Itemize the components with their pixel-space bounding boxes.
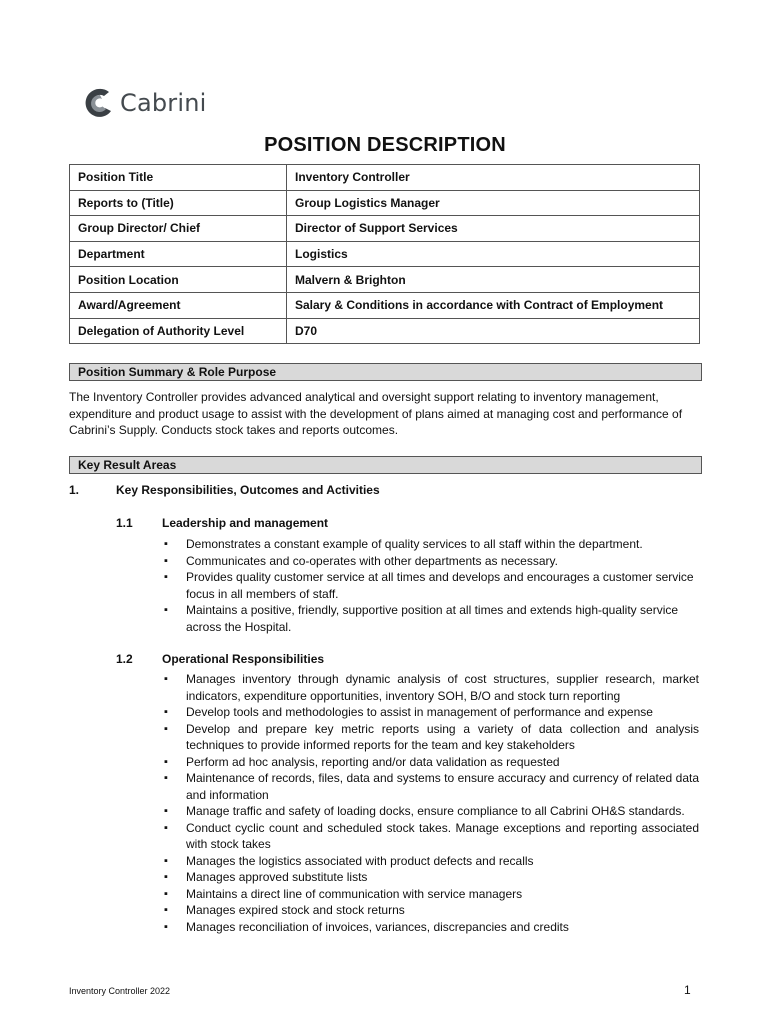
info-value: Salary & Conditions in accordance with Contract of Employment [287, 292, 700, 318]
bullet-item: ▪ Conduct cyclic count and scheduled stock takes. Manage exceptions and reporting associated with stock takes [162, 820, 699, 853]
bullet-item: ▪ Manages reconciliation of invoices, variances, discrepancies and credits [162, 919, 699, 936]
kra-heading: Key Result Areas [69, 456, 702, 474]
info-value: Inventory Controller [287, 165, 700, 191]
info-row [70, 165, 700, 191]
section-title: Operational Responsibilities [162, 652, 325, 666]
info-value: Group Logistics Manager [287, 190, 700, 216]
leadership-bullet-list [162, 536, 697, 635]
section-number: 1.1 [116, 516, 133, 530]
kra-number: 1. [69, 483, 80, 497]
info-value: Malvern & Brighton [287, 267, 700, 293]
info-label: Department [70, 241, 287, 267]
info-label: Position Title [70, 165, 287, 191]
bullet-item: ▪ Maintenance of records, files, data and systems to ensure accuracy and currency of related data and information [162, 770, 699, 803]
info-row [70, 241, 700, 267]
bullet-item: ▪ Manages inventory through dynamic analysis of cost structures, supplier research, market indicators, expenditure opportunities, inventory SOH, B/O and stock turn reporting [162, 671, 699, 704]
cabrini-logo-mark-icon [78, 86, 118, 120]
logo-text: Cabrini [120, 89, 207, 117]
bullet-item: ▪ Develop and prepare key metric reports using a variety of data collection and analysis techniques to provide informed reports for the team and key stakeholders [162, 721, 699, 754]
section-number: 1.2 [116, 652, 133, 666]
info-value: D70 [287, 318, 700, 344]
bullet-item: ▪ Develop tools and methodologies to assist in management of performance and expense [162, 704, 699, 721]
kra-title: Key Responsibilities, Outcomes and Activities [116, 483, 380, 497]
info-row [70, 216, 700, 242]
operational-bullet-list [162, 671, 699, 935]
info-label: Delegation of Authority Level [70, 318, 287, 344]
summary-text: The Inventory Controller provides advanced analytical and oversight support relating to inventory management, expenditure and product usage to assist with the development of plans aimed at managing cost and performance of Cabrini’s Supply. Conducts stock takes and reports outcomes. [69, 390, 683, 437]
bullet-item: ▪ Manage traffic and safety of loading docks, ensure compliance to all Cabrini OH&S standards. [162, 803, 699, 820]
page-number: 1 [684, 983, 691, 997]
info-value: Director of Support Services [287, 216, 700, 242]
bullet-item: ▪ Manages the logistics associated with product defects and recalls [162, 853, 699, 870]
section-title: Leadership and management [162, 516, 329, 530]
info-row [70, 292, 700, 318]
bullet-item: ▪ Manages approved substitute lists [162, 869, 699, 886]
bullet-item: ▪ Provides quality customer service at all times and develops and encourages a customer service focus in all members of staff. [162, 569, 697, 602]
info-label: Reports to (Title) [70, 190, 287, 216]
info-label: Group Director/ Chief [70, 216, 287, 242]
bullet-item: ▪ Maintains a positive, friendly, supportive position at all times and extends high-quality service across the Hospital. [162, 602, 697, 635]
bullet-item: ▪ Manages expired stock and stock returns [162, 902, 699, 919]
document-title: POSITION DESCRIPTION [264, 134, 506, 156]
bullet-item: ▪ Perform ad hoc analysis, reporting and/or data validation as requested [162, 754, 699, 771]
summary-heading: Position Summary & Role Purpose [69, 363, 702, 381]
position-info-table [69, 164, 700, 344]
info-row [70, 190, 700, 216]
info-label: Position Location [70, 267, 287, 293]
footer-document-name: Inventory Controller 2022 [69, 986, 171, 996]
info-label: Award/Agreement [70, 292, 287, 318]
bullet-item: ▪ Communicates and co-operates with other departments as necessary. [162, 553, 697, 570]
info-value: Logistics [287, 241, 700, 267]
bullet-item: ▪ Maintains a direct line of communication with service managers [162, 886, 699, 903]
info-row [70, 267, 700, 293]
info-row [70, 318, 700, 344]
bullet-item: ▪ Demonstrates a constant example of quality services to all staff within the department. [162, 536, 697, 553]
cabrini-logo [78, 86, 207, 120]
